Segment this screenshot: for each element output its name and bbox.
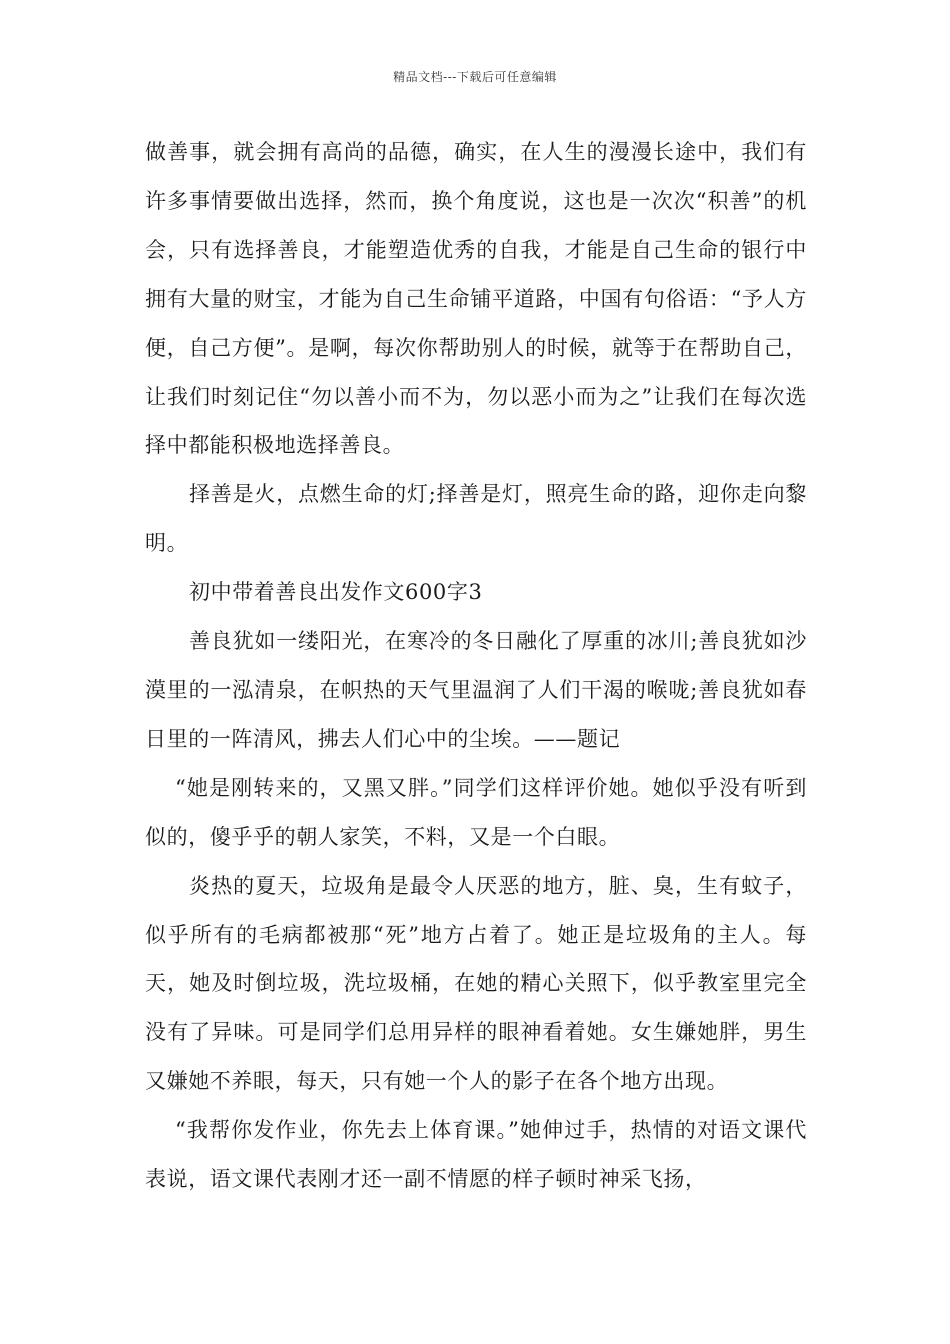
paragraph-2: 择善是火，点燃生命的灯;择善是灯，照亮生命的路，迎你走向黎明。 xyxy=(145,482,807,556)
paragraph-6: “我帮你发作业，你先去上体育课。”她伸过手，热情的对语文课代表说，语文课代表刚才还一副不情愿的样子顿时神采飞扬， xyxy=(145,1118,807,1192)
page-header: 精品文档---下载后可任意编辑 xyxy=(393,70,557,84)
paragraph-4: “她是刚转来的，又黑又胖。”同学们这样评价她。她似乎没有听到似的，傻乎乎的朝人家笑，不料，又是一个白眼。 xyxy=(145,775,807,849)
paragraph-1: 做善事，就会拥有高尚的品德，确实，在人生的漫漫长途中，我们有许多事情要做出选择，然而，换个角度说，这也是一次次“积善”的机会，只有选择善良，才能塑造优秀的自我，才能是自己生命的银行中拥有大量的财宝，才能为自己生命铺平道路，中国有句俗语：“予人方便，自己方便”。是啊，每次你帮助别人的时候，就等于在帮助自己，让我们时刻记住“勿以善小而不为，勿以恶小而为之”让我们在每次选择中都能积极地选择善良。 xyxy=(145,140,807,458)
document-body xyxy=(145,128,807,1204)
paragraph-5: 炎热的夏天，垃圾角是最令人厌恶的地方，脏、臭，生有蚊子，似乎所有的毛病都被那“死”地方占着了。她正是垃圾角的主人。每天，她及时倒垃圾，洗垃圾桶，在她的精心关照下，似乎教室里完全没有了异味。可是同学们总用异样的眼神看着她。女生嫌她胖，男生又嫌她不养眼，每天，只有她一个人的影子在各个地方出现。 xyxy=(145,873,807,1094)
section-heading: 初中带着善良出发作文600字3 xyxy=(189,580,483,605)
paragraph-3: 善良犹如一缕阳光，在寒冷的冬日融化了厚重的冰川;善良犹如沙漠里的一泓清泉，在帜热的天气里温润了人们干渴的喉咙;善良犹如春日里的一阵清风，拂去人们心中的尘埃。——题记 xyxy=(145,629,807,751)
